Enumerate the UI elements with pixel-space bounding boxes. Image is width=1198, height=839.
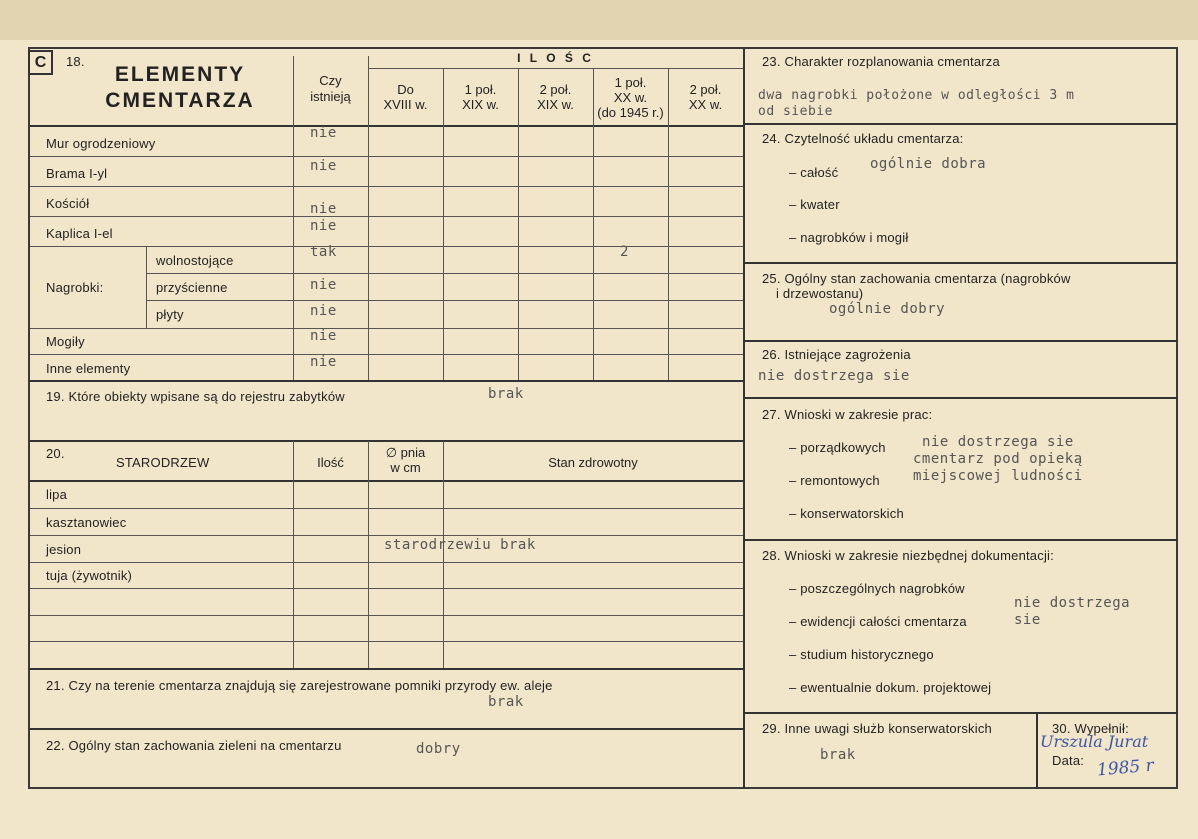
answer-plyty: nie — [310, 303, 337, 319]
s28-answer-line1: nie dostrzega — [1014, 595, 1131, 611]
period-line: 1 poł. — [614, 75, 647, 90]
s20-col-ilosc: Ilość — [317, 455, 344, 470]
s27-label: 27. Wnioski w zakresie prac: — [762, 407, 933, 422]
s24-label: 24. Czytelność układu cmentarza: — [762, 131, 964, 146]
s28-answer-line2: sie — [1014, 612, 1041, 628]
s27-item: – konserwatorskich — [789, 506, 904, 521]
s28-item: – studium historycznego — [789, 647, 934, 662]
s30-date-label: Data: — [1052, 753, 1085, 768]
row-label: Mur ogrodzeniowy — [46, 136, 156, 151]
s20-col-line — [443, 441, 444, 668]
period-header — [593, 75, 668, 120]
period-header — [368, 82, 443, 112]
answer-brama: nie — [310, 158, 337, 174]
s30-label: 30. Wypełnił: — [1052, 721, 1129, 736]
period-line: XX w. — [688, 97, 723, 112]
section-line — [744, 712, 1178, 714]
s27-answer-line3: miejscowej ludności — [913, 468, 1083, 484]
s26-answer: nie dostrzega sie — [758, 368, 910, 384]
s19-label: 19. Które obiekty wpisane są do rejestru zabytków — [46, 389, 345, 404]
row-line — [30, 615, 743, 616]
period-line: XX w. — [613, 90, 648, 105]
ilosc-header: I L O Ś C — [517, 51, 594, 65]
row-line — [30, 588, 743, 589]
row-label: Nagrobki: — [46, 280, 104, 295]
s23-answer-line2: od siebie — [758, 104, 833, 119]
period-header — [668, 82, 743, 112]
s24-item: – nagrobków i mogił — [789, 230, 909, 245]
s24-item: – kwater — [789, 197, 840, 212]
s20-number: 20. — [46, 446, 65, 461]
s18-number: 18. — [66, 54, 85, 69]
period-line: XIX w. — [462, 97, 499, 112]
card-top-strip — [0, 0, 1198, 40]
s30-signature: Urszula Jurat — [1040, 732, 1149, 751]
s20-title: STARODRZEW — [116, 455, 210, 470]
s25-label-line1: 25. Ogólny stan zachowania cmentarza (nagrobków — [762, 271, 1071, 286]
row-line — [30, 641, 743, 642]
s24-item: – całość — [789, 165, 839, 180]
s18-title-line2: CMENTARZA — [105, 89, 255, 112]
answer-kosciol: nie — [310, 201, 337, 217]
nagrobki-divider — [146, 246, 147, 328]
row-label: Kaplica I-el — [46, 226, 113, 241]
s27-item: – porządkowych — [789, 440, 886, 455]
s27-answer-line1: nie dostrzega sie — [922, 434, 1074, 450]
answer-mogily: nie — [310, 328, 337, 344]
period-line: XVIII w. — [383, 97, 428, 112]
s20-answer: starodrzewiu brak — [384, 537, 536, 553]
section-line — [29, 668, 743, 670]
s29-s30-divider — [1036, 713, 1038, 789]
s25-answer: ogólnie dobry — [829, 301, 946, 317]
s19-answer: brak — [488, 386, 524, 402]
row-sublabel: wolnostojące — [156, 253, 234, 268]
s27-item: – remontowych — [789, 473, 880, 488]
row-line — [30, 156, 743, 157]
section-line — [744, 262, 1178, 264]
section-line — [744, 397, 1178, 399]
s20-col-line — [368, 441, 369, 668]
section-line — [744, 123, 1178, 125]
answer-mur: nie — [310, 125, 337, 141]
s27-answer-line2: cmentarz pod opieką — [913, 451, 1083, 467]
tree-label: lipa — [46, 487, 68, 502]
section-letter-box — [28, 50, 53, 75]
s18-header-bottom — [29, 125, 743, 127]
s22-answer: dobry — [416, 741, 461, 757]
row-line — [30, 535, 743, 536]
s18-col-line — [443, 68, 444, 380]
row-label: Inne elementy — [46, 361, 131, 376]
row-line — [146, 273, 743, 274]
col-exists-header — [293, 73, 368, 105]
col-exists-line: Czy — [319, 73, 342, 88]
ilosc-line — [368, 68, 743, 69]
s18-col-line — [518, 68, 519, 380]
period-line: Do — [397, 82, 414, 97]
s20-col-pnia-line: ∅ pnia — [385, 445, 426, 460]
s18-title-line1: ELEMENTY — [114, 63, 246, 86]
row-line — [30, 354, 743, 355]
period-header — [518, 82, 593, 112]
tree-label: tuja (żywotnik) — [46, 568, 133, 583]
row-label: Brama I-yl — [46, 166, 108, 181]
row-line — [30, 562, 743, 563]
row-line — [30, 328, 743, 329]
s28-item: – ewidencji całości cmentarza — [789, 614, 967, 629]
s26-label: 26. Istniejące zagrożenia — [762, 347, 911, 362]
s24-answer: ogólnie dobra — [870, 156, 987, 172]
answer-kaplica: nie — [310, 218, 337, 234]
answer-wolnostojace-count: 2 — [620, 244, 629, 260]
s28-item: – poszczególnych nagrobków — [789, 581, 965, 596]
row-line — [146, 300, 743, 301]
row-sublabel: przyścienne — [156, 280, 228, 295]
col-exists-line: istnieją — [310, 89, 351, 104]
answer-przyscienne: nie — [310, 277, 337, 293]
s28-item: – ewentualnie dokum. projektowej — [789, 680, 992, 695]
period-line: XIX w. — [537, 97, 574, 112]
s23-answer-line1: dwa nagrobki położone w odległości 3 m — [758, 88, 1075, 103]
section-line — [29, 440, 743, 442]
s28-label: 28. Wnioski w zakresie niezbędnej dokumentacji: — [762, 548, 1054, 563]
s20-header-bottom — [29, 480, 743, 482]
s18-col-line — [668, 68, 669, 380]
row-label: Kościół — [46, 196, 90, 211]
period-line: 2 poł. — [689, 82, 722, 97]
section-letter: C — [34, 54, 47, 71]
s29-answer: brak — [820, 747, 856, 763]
tree-label: jesion — [46, 542, 82, 557]
section-line — [29, 380, 743, 382]
row-sublabel: płyty — [156, 307, 184, 322]
section-line — [29, 728, 743, 730]
s20-col-line — [293, 441, 294, 668]
s20-col-pnia — [368, 445, 443, 475]
column-divider — [743, 48, 745, 789]
s21-answer: brak — [488, 694, 524, 710]
section-line — [744, 340, 1178, 342]
row-line — [30, 246, 743, 247]
s25-label-line2: i drzewostanu) — [776, 286, 864, 301]
period-header — [443, 82, 518, 112]
answer-wolnostojace: tak — [310, 244, 337, 260]
s29-label: 29. Inne uwagi służb konserwatorskich — [762, 721, 992, 736]
row-line — [30, 186, 743, 187]
period-line: (do 1945 r.) — [597, 105, 664, 120]
row-line — [30, 216, 743, 217]
s22-label: 22. Ogólny stan zachowania zieleni na cmentarzu — [46, 738, 342, 753]
period-line: 1 poł. — [464, 82, 497, 97]
tree-label: kasztanowiec — [46, 515, 127, 530]
row-line — [30, 508, 743, 509]
s21-label: 21. Czy na terenie cmentarza znajdują się zarejestrowane pomniki przyrody ew. aleje — [46, 678, 553, 693]
s20-col-stan: Stan zdrowotny — [548, 455, 638, 470]
period-line: 2 poł. — [539, 82, 572, 97]
s30-date: 1985 r — [1096, 755, 1155, 781]
s23-label: 23. Charakter rozplanowania cmentarza — [762, 54, 1000, 69]
row-label: Mogiły — [46, 334, 85, 349]
s20-col-pnia-line: w cm — [390, 460, 421, 475]
s18-title — [80, 62, 280, 114]
section-line — [744, 539, 1178, 541]
answer-inne: nie — [310, 354, 337, 370]
